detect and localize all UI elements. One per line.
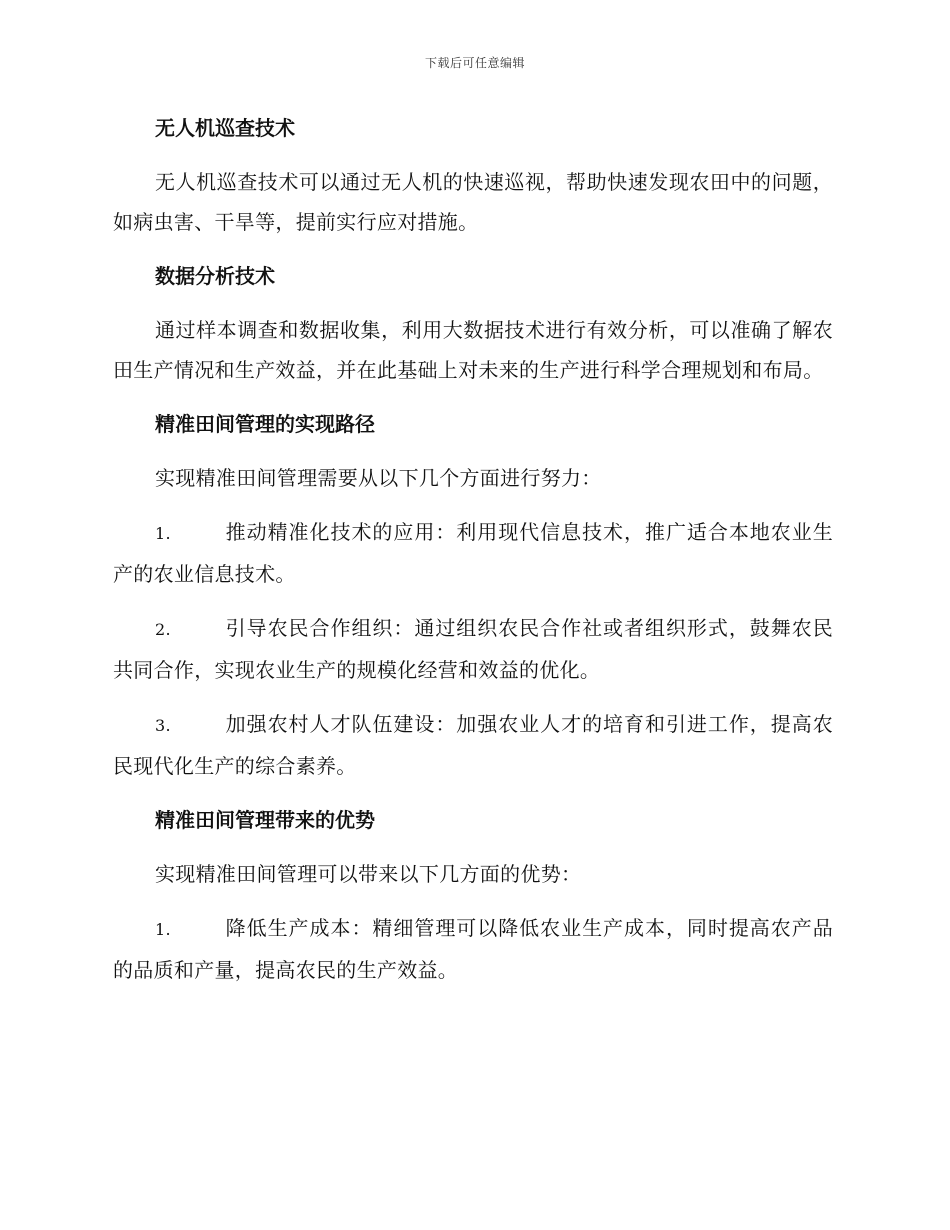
list-item <box>113 704 833 786</box>
section-heading: 精准田间管理的实现路径 <box>155 412 375 436</box>
list-item-text: 引导农民合作组织：通过组织农民合作社或者组织形式，鼓舞农民共同合作，实现农业生产的规模化经营和效益的优化。 <box>113 616 833 682</box>
list-item <box>113 512 833 594</box>
list-item <box>113 908 833 990</box>
list-item <box>113 608 833 690</box>
section-heading: 精准田间管理带来的优势 <box>155 808 375 832</box>
paragraph: 实现精准田间管理需要从以下几个方面进行努力： <box>155 466 602 490</box>
paragraph: 无人机巡查技术可以通过无人机的快速巡视，帮助快速发现农田中的问题，如病虫害、干旱等，提前实行应对措施。 <box>113 170 833 234</box>
list-item-number: 1. <box>155 524 171 543</box>
list-item-text: 推动精准化技术的应用：利用现代信息技术，推广适合本地农业生产的农业信息技术。 <box>113 520 833 586</box>
list-item-number: 1. <box>155 920 171 939</box>
section-heading: 数据分析技术 <box>155 264 275 288</box>
list-item-text: 降低生产成本：精细管理可以降低农业生产成本，同时提高农产品的品质和产量，提高农民的生产效益。 <box>113 916 833 982</box>
document-body <box>113 108 833 1004</box>
paragraph: 通过样本调查和数据收集，利用大数据技术进行有效分析，可以准确了解农田生产情况和生产效益，并在此基础上对未来的生产进行科学合理规划和布局。 <box>113 318 833 382</box>
list-item-number: 2. <box>155 620 171 639</box>
list-item-number: 3. <box>155 716 171 735</box>
section-heading: 无人机巡查技术 <box>155 116 295 140</box>
page-header: 下载后可任意编辑 <box>424 56 525 70</box>
paragraph: 实现精准田间管理可以带来以下几方面的优势： <box>155 862 582 886</box>
list-item-text: 加强农村人才队伍建设：加强农业人才的培育和引进工作，提高农民现代化生产的综合素养。 <box>113 712 833 778</box>
